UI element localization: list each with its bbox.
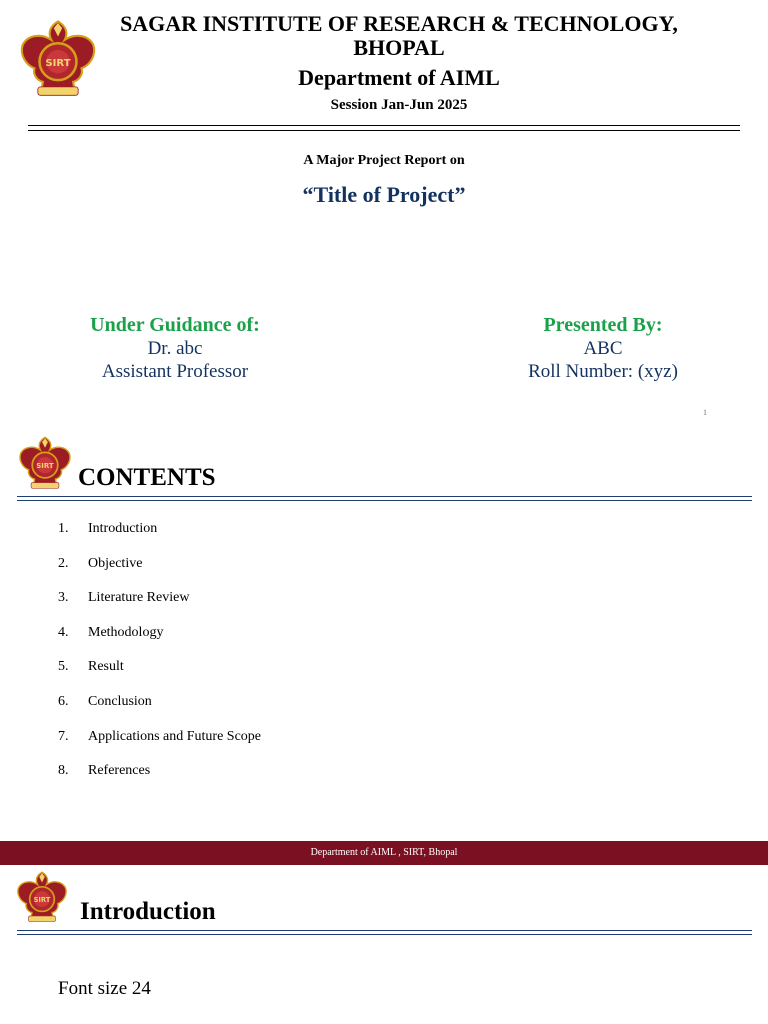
contents-divider [17,496,752,501]
item-label: Introduction [88,521,158,536]
introduction-body: Font size 24 [58,978,151,999]
item-number: 7. [58,728,69,744]
department-name: Department of AIML [298,65,500,90]
presenter-roll-number: Roll Number: (xyz) [528,361,678,382]
guidance-block [25,313,325,383]
item-label: Applications and Future Scope [88,728,262,744]
list-item [58,729,658,764]
list-item [58,694,658,729]
item-number: 6. [58,693,69,709]
item-number: 4. [58,624,69,640]
item-label: Methodology [88,624,164,640]
presenter-heading: Presented By: [543,314,663,336]
introduction-heading: Introduction [80,898,216,925]
item-label: References [88,763,151,779]
item-number: 5. [58,659,69,675]
list-item [58,659,658,694]
institution-name [100,12,698,60]
list-item [58,521,658,556]
contents-list [58,521,658,798]
list-item [58,590,658,625]
item-number: 8. [58,763,69,779]
introduction-divider [17,930,752,935]
institution-name-line2: BHOPAL [353,35,445,60]
institute-logo [16,12,100,108]
item-number: 3. [58,590,69,606]
project-title: “Title of Project” [302,182,466,207]
institution-name-line1: SAGAR INSTITUTE OF RESEARCH & TECHNOLOGY, [120,11,678,36]
contents-heading: CONTENTS [78,464,216,491]
list-item [58,556,658,591]
presenter-name: ABC [583,338,623,359]
list-item [58,625,658,660]
footer-band: Department of AIML , SIRT, Bhopal [0,841,768,865]
item-label: Literature Review [88,590,190,606]
report-label: A Major Project Report on [303,153,465,168]
item-label: Result [88,659,124,675]
guide-name: Dr. abc [147,338,203,359]
item-number: 2. [58,555,69,571]
page-number: 1 [703,408,707,417]
item-label: Objective [88,555,143,571]
header-divider [28,125,740,131]
institute-logo-small [16,432,74,496]
guide-designation: Assistant Professor [101,361,249,382]
session-label: Session Jan-Jun 2025 [330,97,468,113]
guidance-heading: Under Guidance of: [90,314,260,336]
item-number: 1. [58,521,69,536]
institute-logo-small [14,866,70,930]
item-label: Conclusion [88,693,152,709]
presenter-block [453,313,753,383]
list-item [58,763,658,798]
